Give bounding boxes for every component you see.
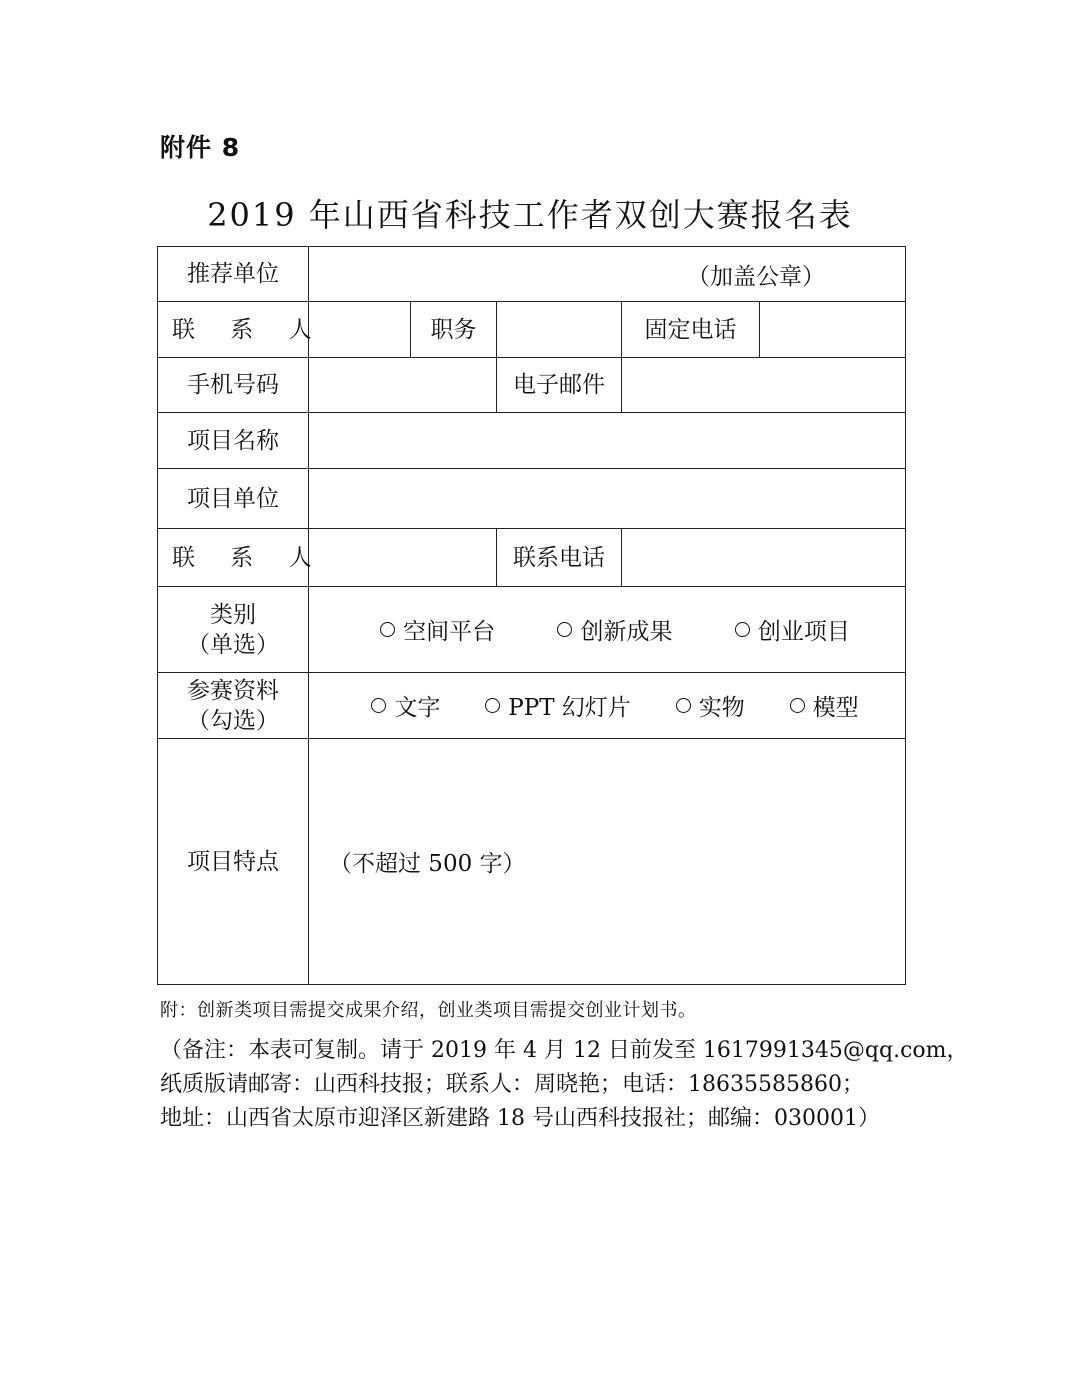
email-field[interactable] — [622, 358, 906, 413]
mobile-field[interactable] — [309, 358, 497, 413]
table-row — [158, 587, 906, 673]
remark-line: 地址：山西省太原市迎泽区新建路 18 号山西科技报社；邮编：030001） — [160, 1106, 880, 1131]
materials-label — [158, 673, 309, 739]
radio-circle-icon[interactable] — [380, 622, 395, 637]
contact-phone-label: 联系电话 — [497, 529, 622, 587]
remark-block — [160, 1034, 980, 1136]
radio-circle-icon[interactable] — [557, 622, 572, 637]
checkbox-circle-icon[interactable] — [676, 698, 691, 713]
category-option-startup[interactable]: 创业项目 — [735, 613, 850, 646]
table-row — [158, 413, 906, 469]
registration-form-table — [157, 246, 906, 985]
landline-field[interactable] — [760, 302, 906, 358]
materials-label-note: （勾选） — [187, 707, 279, 734]
materials-label-title: 参赛资料 — [187, 677, 279, 704]
project-contact-label: 联 系 人 — [158, 529, 309, 587]
contact-label: 联 系 人 — [158, 302, 309, 358]
remark-line: 纸质版请邮寄：山西科技报；联系人：周晓艳；电话：18635585860； — [160, 1072, 864, 1097]
project-name-field[interactable] — [309, 413, 906, 469]
table-row — [158, 358, 906, 413]
table-row — [158, 673, 906, 739]
landline-label: 固定电话 — [622, 302, 760, 358]
table-row — [158, 247, 906, 302]
category-option-innovation[interactable]: 创新成果 — [557, 613, 672, 646]
position-field[interactable] — [497, 302, 622, 358]
category-label-title: 类别 — [210, 601, 256, 628]
project-contact-field[interactable] — [309, 529, 497, 587]
category-label-note: （单选） — [187, 631, 279, 658]
table-row — [158, 302, 906, 358]
checkbox-circle-icon[interactable] — [371, 698, 386, 713]
recommend-unit-label: 推荐单位 — [158, 247, 309, 302]
position-label: 职务 — [411, 302, 497, 358]
category-option-space-platform[interactable]: 空间平台 — [380, 613, 495, 646]
features-field[interactable] — [309, 739, 906, 985]
materials-option-model[interactable]: 模型 — [790, 689, 859, 722]
features-label: 项目特点 — [158, 739, 309, 985]
checkbox-circle-icon[interactable] — [485, 698, 500, 713]
project-unit-field[interactable] — [309, 469, 906, 529]
materials-option-physical[interactable]: 实物 — [676, 689, 745, 722]
footnote: 附：创新类项目需提交成果介绍，创业类项目需提交创业计划书。 — [160, 1000, 697, 1021]
recommend-unit-field[interactable] — [309, 247, 906, 302]
features-hint: （不超过 500 字） — [329, 851, 526, 877]
table-row — [158, 739, 906, 985]
materials-option-text[interactable]: 文字 — [371, 689, 440, 722]
checkbox-circle-icon[interactable] — [790, 698, 805, 713]
table-row — [158, 529, 906, 587]
radio-circle-icon[interactable] — [735, 622, 750, 637]
attachment-label: 附件 8 — [160, 133, 241, 162]
email-label: 电子邮件 — [497, 358, 622, 413]
stamp-note: （加盖公章） — [687, 263, 826, 290]
remark-line: （备注：本表可复制。请于 2019 年 4 月 12 日前发至 1617991345@qq.com， — [160, 1038, 969, 1063]
materials-options-cell — [309, 673, 906, 739]
materials-option-ppt[interactable]: PPT 幻灯片 — [485, 689, 631, 722]
category-options-cell — [309, 587, 906, 673]
category-label — [158, 587, 309, 673]
project-unit-label: 项目单位 — [158, 469, 309, 529]
mobile-label: 手机号码 — [158, 358, 309, 413]
contact-phone-field[interactable] — [622, 529, 906, 587]
table-row — [158, 469, 906, 529]
project-name-label: 项目名称 — [158, 413, 309, 469]
form-title: 2019 年山西省科技工作者双创大赛报名表 — [207, 196, 853, 234]
